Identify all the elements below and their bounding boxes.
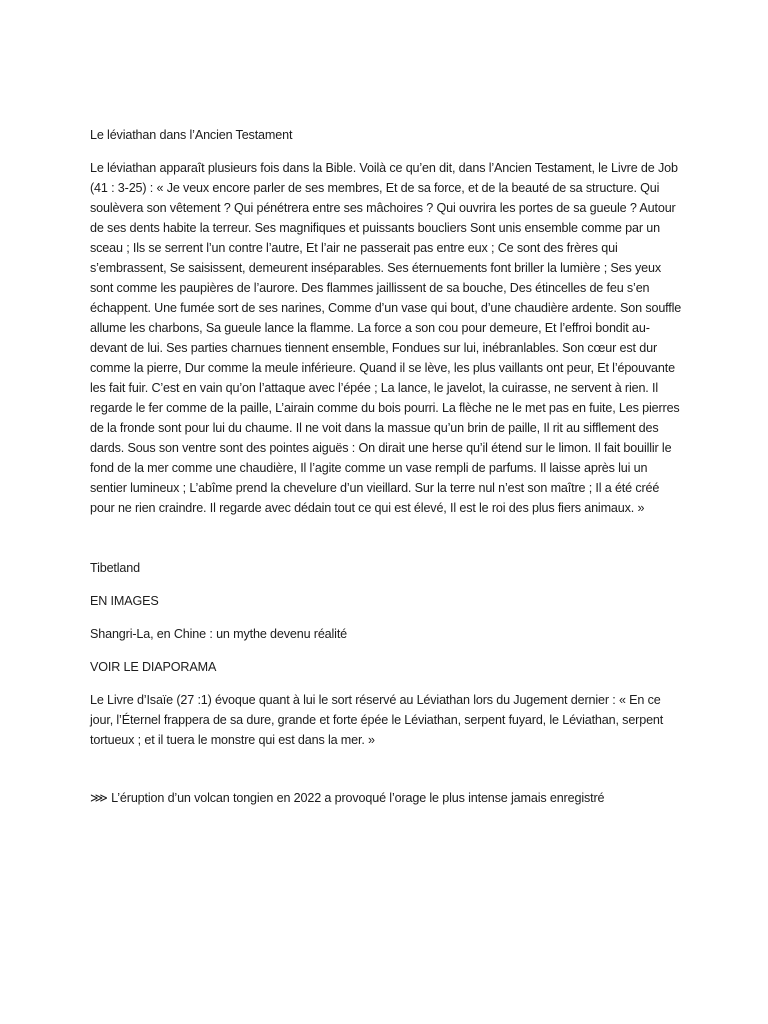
document-heading: Le léviathan dans l’Ancien Testament: [90, 128, 293, 142]
related-article-link[interactable]: Shangri-La, en Chine : un mythe devenu réalité: [90, 627, 348, 641]
section-label: EN IMAGES: [90, 594, 159, 608]
source-label: Tibetland: [90, 561, 140, 575]
isaiah-quote-paragraph: Le Livre d’Isaïe (27 :1) évoque quant à lui le sort réservé au Léviathan lors du Jugement dernier : « En ce jour, l’Éternel frappera de sa dure, grande et forte épée le Léviathan, serpent fuyard, le Léviathan, serpent tortueux ; et il tuera le monstre qui est dans la mer. »: [90, 693, 664, 747]
document-page: [90, 125, 682, 821]
slideshow-link[interactable]: VOIR LE DIAPORAMA: [90, 660, 217, 674]
read-more-link[interactable]: ⋙ L’éruption d’un volcan tongien en 2022 a provoqué l’orage le plus intense jamais enregistré: [90, 791, 605, 805]
job-quote-paragraph: Le léviathan apparaît plusieurs fois dans la Bible. Voilà ce qu’en dit, dans l’Ancien Testament, le Livre de Job (41 : 3-25) : « Je veux encore parler de ses membres, Et de sa force, et de la beauté de sa structure. Qui soulèvera son vêtement ? Qui pénétrera entre ses mâchoires ? Qui ouvrira les portes de sa gueule ? Autour de ses dents habite la terreur. Ses magnifiques et puissants boucliers Sont unis ensemble comme par un sceau ; Ils se serrent l’un contre l’autre, Et l’air ne passerait pas entre eux ; Ce sont des frères qui s’embrassent, Se saisissent, demeurent inséparables. Ses éternuements font briller la lumière ; Ses yeux sont comme les paupières de l’aurore. Des flammes jaillissent de sa bouche, Des étincelles de feu s’en échappent. Une fumée sort de ses narines, Comme d’un vase qui bout, d’une chaudière ardente. Son souffle allume les charbons, Sa gueule lance la flamme. La force a son cou pour demeure, Et l’effroi bondit au-devant de lui. Ses parties charnues tiennent ensemble, Fondues sur lui, inébranlables. Son cœur est dur comme la pierre, Dur comme la meule inférieure. Quand il se lève, les plus vaillants ont peur, Et l’épouvante les fait fuir. C’est en vain qu’on l’attaque avec l’épée ; La lance, le javelot, la cuirasse, ne servent à rien. Il regarde le fer comme de la paille, L’airain comme du bois pourri. La flèche ne le met pas en fuite, Les pierres de la fronde sont pour lui du chaume. Il ne voit dans la massue qu’un brin de paille, Il rit au sifflement des dards. Sous son ventre sont des pointes aiguës : On dirait une herse qu’il étend sur le limon. Il fait bouillir le fond de la mer comme une chaudière, Il l’agite comme un vase rempli de parfums. Il laisse après lui un sentier lumineux ; L’abîme prend la chevelure d’un vieillard. Sur la terre nul n’est son maître ; Il a été créé pour ne rien craindre. Il regarde avec dédain tout ce qui est élevé, Il est le roi des plus fiers animaux. »: [90, 161, 682, 515]
